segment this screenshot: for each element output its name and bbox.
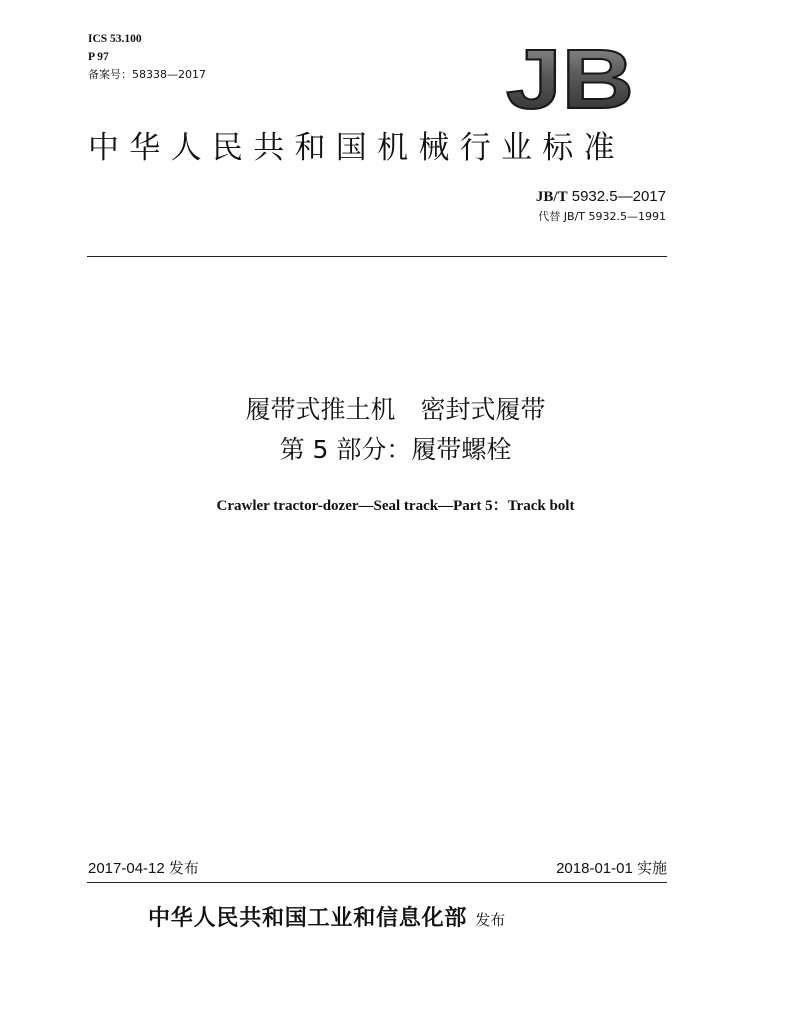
filing-number: 备案号：58338—2017: [88, 68, 206, 81]
replaces-standard: 代替 JB/T 5932.5—1991: [538, 210, 666, 223]
jb-logo: [500, 40, 635, 114]
publisher-name: 中华人民共和国工业和信息化部: [148, 906, 468, 931]
document-title-line1: 履带式推土机 密封式履带: [245, 395, 546, 424]
english-title: Crawler tractor-dozer—Seal track—Part 5：Track bolt: [216, 498, 575, 514]
classification-code: P 97: [88, 51, 109, 63]
standard-prefix: JB/T: [535, 189, 568, 205]
bottom-divider: [87, 882, 667, 883]
top-divider: [87, 256, 667, 257]
organization-title: 中华人民共和国机械行业标准: [88, 130, 625, 166]
standard-number: [470, 188, 666, 206]
ics-code: ICS 53.100: [88, 33, 142, 45]
issue-date: 2017-04-12 发布: [88, 860, 199, 877]
implementation-date: 2018-01-01 实施: [556, 860, 667, 877]
publisher: [148, 904, 505, 935]
document-title-line2: 第 5 部分：履带螺栓: [279, 435, 512, 464]
publisher-suffix: 发布: [475, 911, 506, 929]
standard-number-value: 5932.5—2017: [567, 188, 666, 205]
logo-text: JB: [506, 40, 634, 114]
